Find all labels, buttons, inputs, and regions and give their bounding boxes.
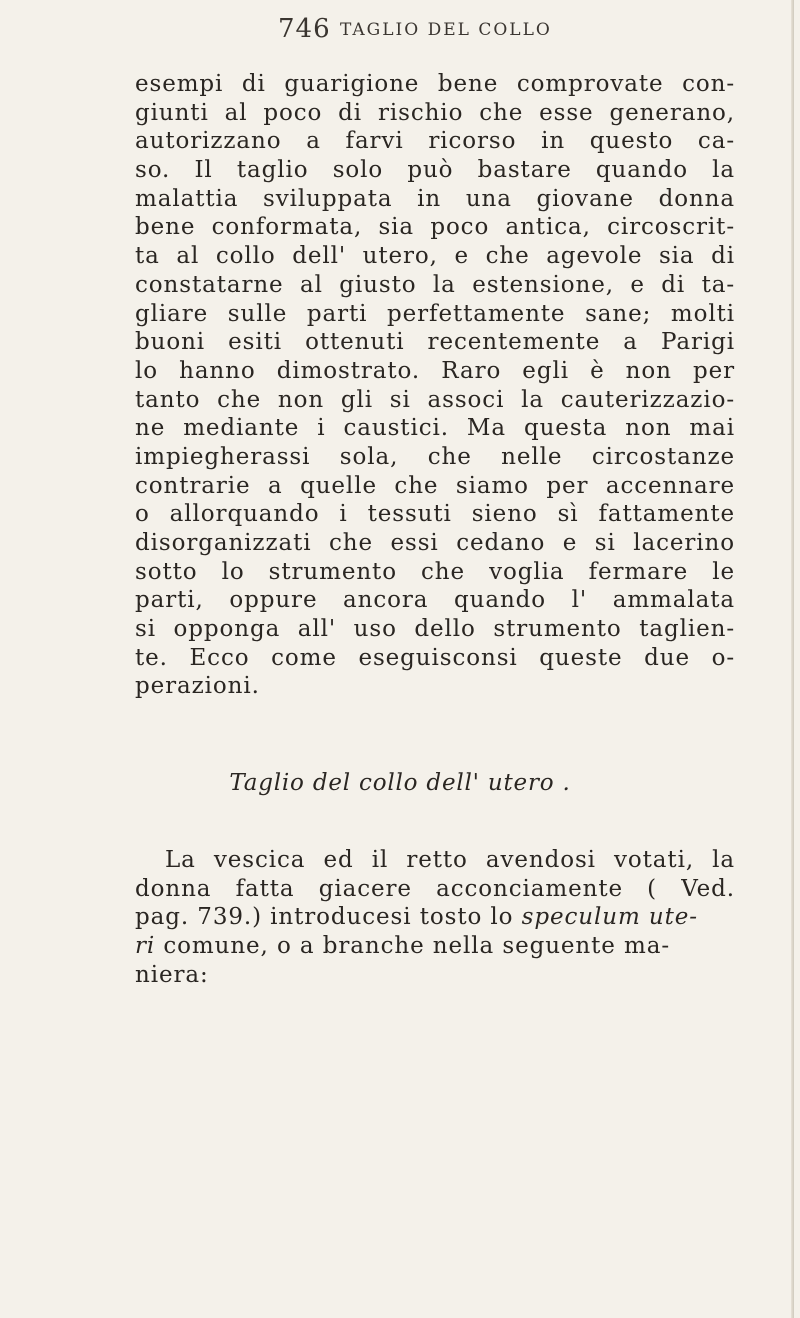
text-line bbox=[135, 932, 735, 961]
text-line: autorizzano a farvi ricorso in questo ca- bbox=[135, 128, 735, 155]
text-line: o allorquando i tessuti sieno sì fattamente bbox=[135, 501, 735, 528]
italic-term: ri bbox=[135, 933, 156, 960]
text-fragment: comune, o a branche nella seguente ma- bbox=[155, 933, 670, 960]
section-heading: Taglio del collo dell' utero . bbox=[229, 770, 571, 796]
text-line: so. Il taglio solo può bastare quando la bbox=[135, 157, 735, 184]
text-line: La vescica ed il retto avendosi votati, la bbox=[165, 847, 735, 873]
paragraph-2 bbox=[135, 846, 735, 989]
text-line: gliare sulle parti perfettamente sane; molti bbox=[135, 300, 735, 327]
text-line: impiegherassi sola, che nelle circostanze bbox=[135, 443, 735, 470]
text-line: tanto che non gli si associ la cauterizzazio- bbox=[135, 386, 735, 413]
running-title: TAGLIO DEL COLLO bbox=[340, 20, 552, 40]
text-line: ne mediante i caustici. Ma questa non mai bbox=[135, 415, 735, 442]
text-line: niera: bbox=[135, 961, 209, 988]
text-line: ta al collo dell' utero, e che agevole sia di bbox=[135, 243, 735, 270]
italic-term: speculum ute- bbox=[521, 904, 698, 931]
text-line: giunti al poco di rischio che esse generano, bbox=[135, 99, 735, 126]
page-header bbox=[0, 14, 800, 58]
text-line: parti, oppure ancora quando l' ammalata bbox=[135, 587, 735, 614]
text-line: sotto lo strumento che voglia fermare le bbox=[135, 558, 735, 585]
text-line: contrarie a quelle che siamo per accennare bbox=[135, 472, 735, 499]
text-line: donna fatta giacere acconciamente ( Ved. bbox=[135, 875, 735, 902]
text-fragment: pag. 739.) introducesi tosto lo bbox=[135, 904, 522, 931]
text-line: esempi di guarigione bene comprovate con- bbox=[135, 71, 735, 97]
text-line: bene conformata, sia poco antica, circoscrit- bbox=[135, 214, 735, 241]
text-line: perazioni. bbox=[135, 673, 260, 700]
text-line: te. Ecco come eseguisconsi queste due o- bbox=[135, 644, 735, 671]
text-line bbox=[135, 903, 735, 932]
text-line: disorganizzati che essi cedano e si lacerino bbox=[135, 530, 735, 556]
text-line: si opponga all' uso dello strumento taglien- bbox=[135, 616, 735, 643]
text-line: constatarne al giusto la estensione, e di ta- bbox=[135, 271, 735, 298]
page-edge bbox=[791, 0, 794, 1318]
text-line: malattia sviluppata in una giovane donna bbox=[135, 185, 735, 212]
paragraph-1 bbox=[135, 70, 735, 701]
page-number: 746 bbox=[278, 14, 331, 44]
text-line: buoni esiti ottenuti recentemente a Parigi bbox=[135, 329, 735, 356]
text-line: lo hanno dimostrato. Raro egli è non per bbox=[135, 357, 735, 384]
